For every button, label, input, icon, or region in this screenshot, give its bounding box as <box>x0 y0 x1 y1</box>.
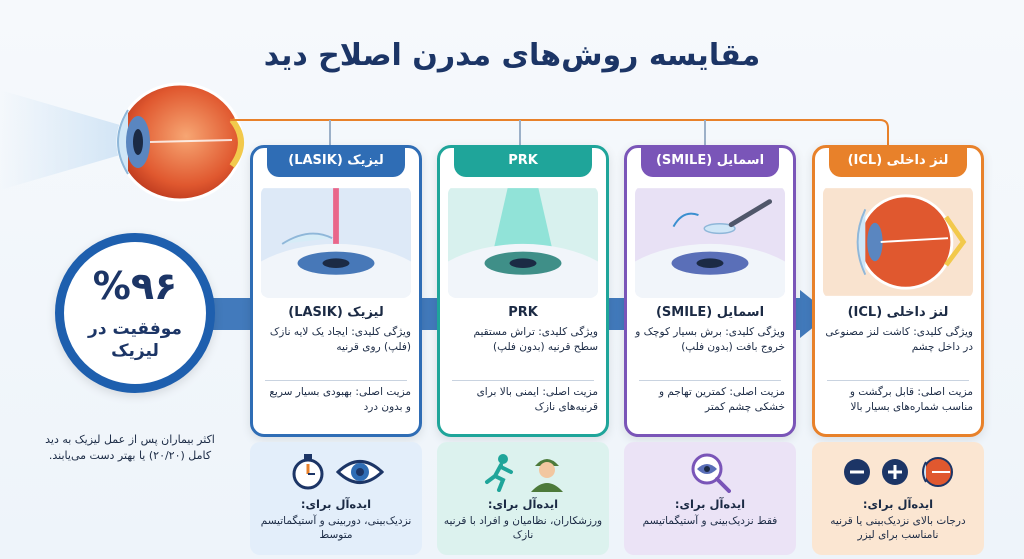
smile-image <box>635 186 785 298</box>
magnifier-eye-icon <box>689 451 731 493</box>
stat-caption: موفقیت در لیزیک <box>88 319 182 361</box>
ideal-label-smile: ایده‌آل برای: <box>674 497 746 511</box>
card-header-lasik: لیزیک (LASIK) <box>267 145 405 177</box>
eye-section-icon <box>918 454 954 490</box>
stat-note: اکثر بیماران پس از عمل لیزیک به دید کامل (۲۰/۲۰) یا بهتر دست می‌یابند. <box>45 433 215 462</box>
smile-eye-icon <box>635 186 785 298</box>
icl-eye-icon <box>823 186 973 298</box>
card-lasik <box>250 145 422 437</box>
card-feature-icl: ویژگی کلیدی: کاشت لنز مصنوعی در داخل چشم <box>825 326 973 353</box>
soldier-icon <box>527 452 567 492</box>
card-header-smile: اسمایل (SMILE) <box>641 145 779 177</box>
ideal-label-lasik: ایده‌آل برای: <box>300 497 372 511</box>
card-advantage-prk: مزیت اصلی: ایمنی بالا برای قرنیه‌های نازک <box>476 386 598 413</box>
ideal-panel-icl <box>812 442 984 555</box>
ideal-panel-smile <box>624 442 796 555</box>
ideal-text-lasik: نزدیک‌بینی، دوربینی و آستیگماتیسم متوسط <box>260 515 412 541</box>
plus-icon <box>880 457 910 487</box>
ideal-text-icl: درجات بالای نزدیک‌بینی یا قرنیه نامناسب برای لیزر <box>830 515 966 541</box>
minus-icon <box>842 457 872 487</box>
card-divider <box>452 380 594 381</box>
lasik-eye-icon <box>261 186 411 298</box>
prk-image <box>448 186 598 298</box>
ideal-panel-prk <box>437 442 609 555</box>
runner-icon <box>479 452 519 492</box>
page-title: مقایسه روش‌های مدرن اصلاح دید <box>263 38 761 73</box>
ideal-text-smile: فقط نزدیک‌بینی و آستیگماتیسم <box>642 515 778 527</box>
card-advantage-lasik: مزیت اصلی: بهبودی بسیار سریع و بدون درد <box>269 386 411 413</box>
success-stat-circle <box>55 233 215 393</box>
card-name-prk: PRK <box>508 305 538 320</box>
card-divider <box>827 380 969 381</box>
hero-eye-illustration <box>0 70 260 210</box>
ideal-panel-lasik <box>250 442 422 555</box>
card-feature-smile: ویژگی کلیدی: برش بسیار کوچک و خروج بافت (بدون فلپ) <box>635 326 785 353</box>
card-feature-prk: ویژگی کلیدی: تراش مستقیم سطح قرنیه (بدون فلپ) <box>473 326 598 353</box>
ideal-text-prk: ورزشکاران، نظامیان و افراد با قرنیه نازک <box>443 515 603 541</box>
card-icl <box>812 145 984 437</box>
card-prk <box>437 145 609 437</box>
eye-icon <box>336 455 384 489</box>
card-divider <box>265 380 407 381</box>
card-name-lasik: لیزیک (LASIK) <box>288 305 384 320</box>
lasik-image <box>261 186 411 298</box>
card-divider <box>639 380 781 381</box>
stopwatch-icon <box>288 452 328 492</box>
icl-image <box>823 186 973 298</box>
card-header-prk: PRK <box>454 145 592 177</box>
prk-eye-icon <box>448 186 598 298</box>
card-feature-lasik: ویژگی کلیدی: ایجاد یک لایه نازک (فلپ) روی قرنیه <box>269 326 411 353</box>
ideal-label-icl: ایده‌آل برای: <box>862 497 934 511</box>
card-name-smile: اسمایل (SMILE) <box>655 305 765 320</box>
card-header-icl: لنز داخلی (ICL) <box>829 145 967 177</box>
card-advantage-smile: مزیت اصلی: کمترین تهاجم و خشکی چشم کمتر <box>658 386 785 413</box>
card-smile <box>624 145 796 437</box>
card-advantage-icl: مزیت اصلی: قابل برگشت و مناسب شماره‌های بسیار بالا <box>849 386 973 413</box>
stat-value: %۹۶ <box>92 264 178 308</box>
card-name-icl: لنز داخلی (ICL) <box>847 305 949 320</box>
ideal-label-prk: ایده‌آل برای: <box>487 497 559 511</box>
